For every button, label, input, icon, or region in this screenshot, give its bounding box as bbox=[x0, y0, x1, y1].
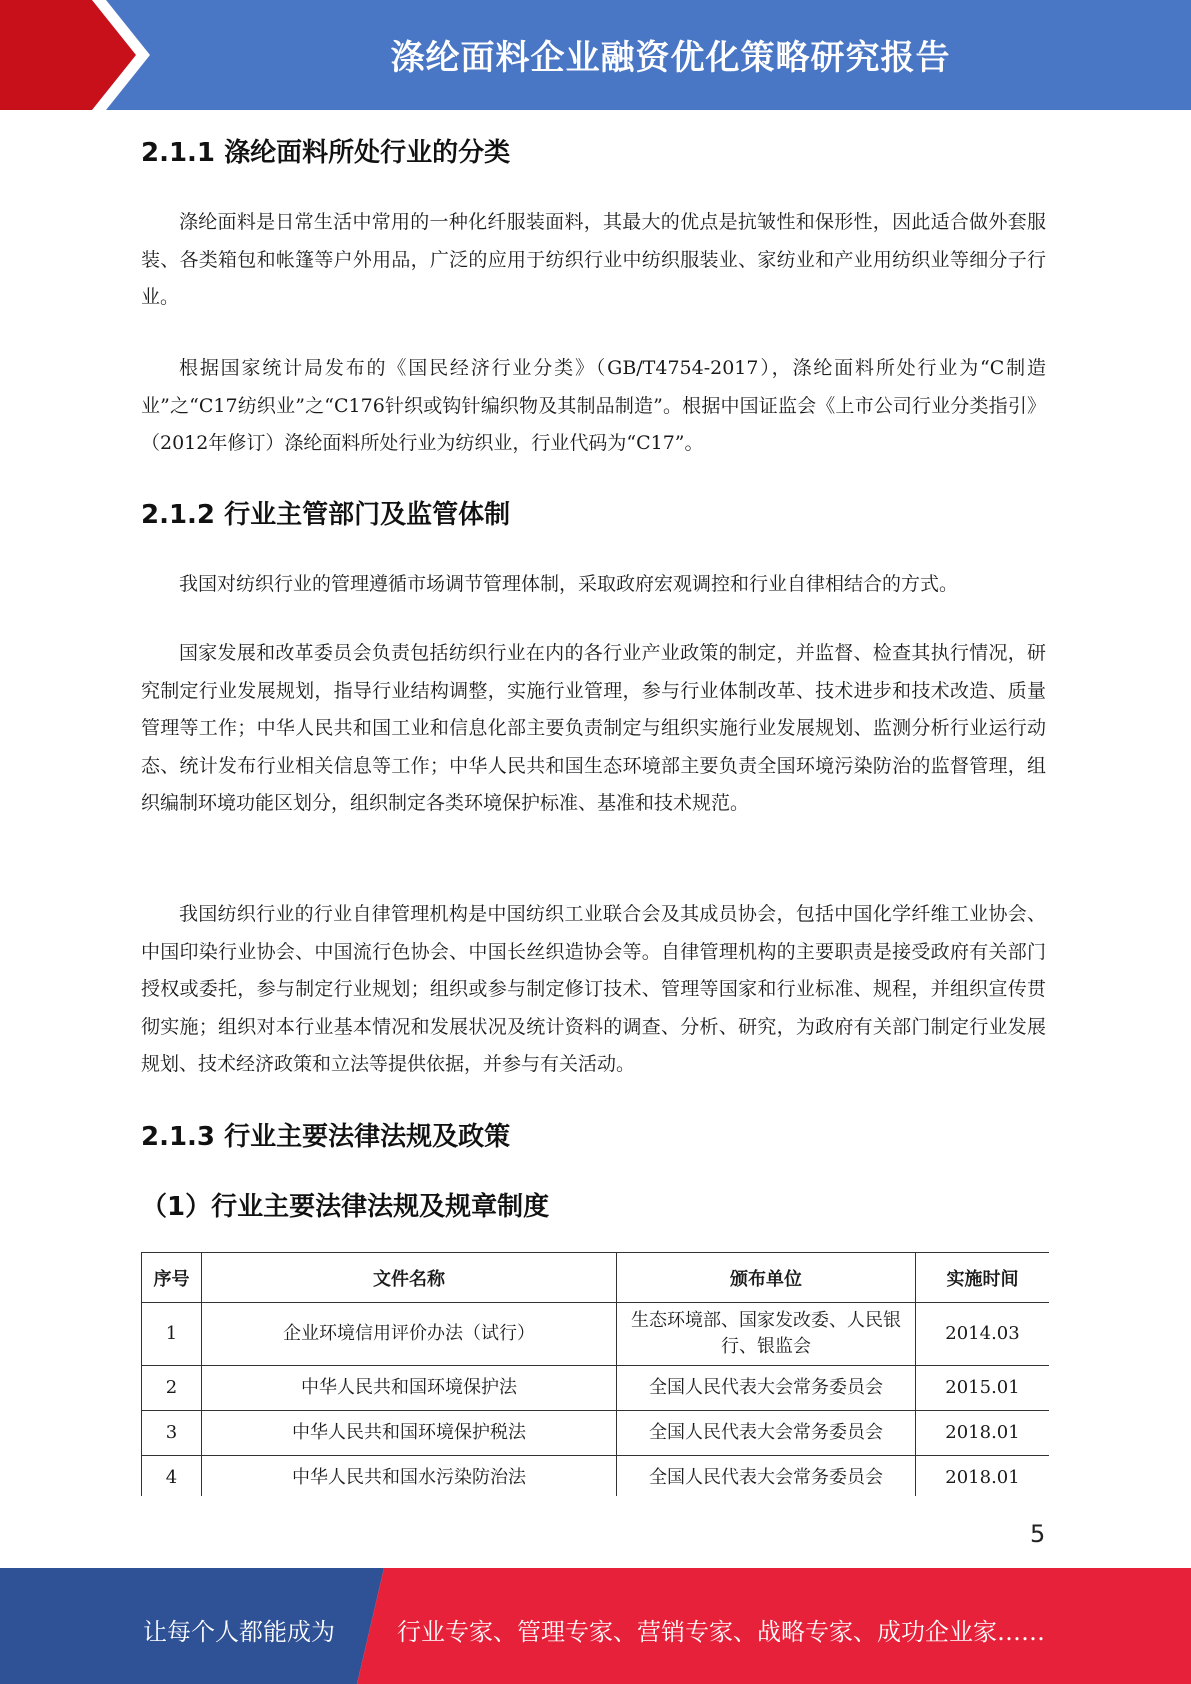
table-row bbox=[142, 1366, 1050, 1411]
section-heading-2-1-3: 2.1.3 行业主要法律法规及政策 bbox=[141, 1122, 511, 1152]
table-cell: 生态环境部、国家发改委、人民银行、银监会 bbox=[617, 1303, 916, 1366]
table-row bbox=[142, 1303, 1050, 1366]
table-cell: 企业环境信用评价办法（试行） bbox=[202, 1303, 617, 1366]
page-header bbox=[0, 0, 1191, 110]
table-cell: 2 bbox=[142, 1366, 202, 1411]
table-cell: 1 bbox=[142, 1303, 202, 1366]
table-cell: 全国人民代表大会常务委员会 bbox=[617, 1366, 916, 1411]
table-row bbox=[142, 1456, 1050, 1497]
table-cell: 全国人民代表大会常务委员会 bbox=[617, 1411, 916, 1456]
report-title: 涤纶面料企业融资优化策略研究报告 bbox=[390, 38, 951, 78]
page-footer bbox=[0, 1568, 1191, 1684]
paragraph: 涤纶面料是日常生活中常用的一种化纤服装面料，其最大的优点是抗皱性和保形性，因此适合做外套服装、各类箱包和帐篷等户外用品，广泛的应用于纺织行业中纺织服装业、家纺业和产业用纺织业等细分子行业。 bbox=[141, 211, 1046, 308]
column-header: 序号 bbox=[142, 1253, 202, 1303]
paragraph: 我国纺织行业的行业自律管理机构是中国纺织工业联合会及其成员协会，包括中国化学纤维工业协会、中国印染行业协会、中国流行色协会、中国长丝织造协会等。自律管理机构的主要职责是接受政府有关部门授权或委托，参与制定行业规划；组织或参与制定修订技术、管理等国家和行业标准、规程，并组织宣传贯彻实施；组织对本行业基本情况和发展状况及统计资料的调查、分析、研究，为政府有关部门制定行业发展规划、技术经济政策和立法等提供依据，并参与有关活动。 bbox=[141, 903, 1046, 1075]
column-header: 实施时间 bbox=[916, 1253, 1050, 1303]
table-cell: 2014.03 bbox=[916, 1303, 1050, 1366]
table-cell: 2018.01 bbox=[916, 1456, 1050, 1497]
table-cell: 中华人民共和国环境保护法 bbox=[202, 1366, 617, 1411]
table-cell: 全国人民代表大会常务委员会 bbox=[617, 1456, 916, 1497]
footer-slogan-right: 行业专家、管理专家、营销专家、战略专家、成功企业家…… bbox=[397, 1618, 1045, 1646]
page-number: 5 bbox=[1030, 1520, 1046, 1548]
regulations-table bbox=[141, 1252, 1049, 1496]
table-header-row bbox=[142, 1253, 1050, 1303]
table-cell: 中华人民共和国水污染防治法 bbox=[202, 1456, 617, 1497]
paragraph: 根据国家统计局发布的《国民经济行业分类》（GB/T4754-2017），涤纶面料所处行业为“C制造业”之“C17纺织业”之“C176针织或钩针编织物及其制品制造”。根据中国证监会《上市公司行业分类指引》（2012年修订）涤纶面料所处行业为纺织业，行业代码为“C17”。 bbox=[141, 357, 1046, 454]
table-cell: 2018.01 bbox=[916, 1411, 1050, 1456]
table-cell: 3 bbox=[142, 1411, 202, 1456]
paragraph: 国家发展和改革委员会负责包括纺织行业在内的各行业产业政策的制定，并监督、检查其执行情况，研究制定行业发展规划，指导行业结构调整，实施行业管理，参与行业体制改革、技术进步和技术改造、质量管理等工作；中华人民共和国工业和信息化部主要负责制定与组织实施行业发展规划、监测分析行业运行动态、统计发布行业相关信息等工作；中华人民共和国生态环境部主要负责全国环境污染防治的监督管理，组织编制环境功能区划分，组织制定各类环境保护标准、基准和技术规范。 bbox=[141, 642, 1046, 814]
table-row bbox=[142, 1411, 1050, 1456]
section-heading-2-1-2: 2.1.2 行业主管部门及监管体制 bbox=[141, 500, 511, 530]
column-header: 颁布单位 bbox=[617, 1253, 916, 1303]
paragraph: 我国对纺织行业的管理遵循市场调节管理体制，采取政府宏观调控和行业自律相结合的方式。 bbox=[179, 573, 959, 595]
table-cell: 2015.01 bbox=[916, 1366, 1050, 1411]
section-heading-2-1-1: 2.1.1 涤纶面料所处行业的分类 bbox=[141, 138, 511, 168]
table-cell: 4 bbox=[142, 1456, 202, 1497]
footer-slogan-left: 让每个人都能成为 bbox=[143, 1618, 335, 1646]
table-cell: 中华人民共和国环境保护税法 bbox=[202, 1411, 617, 1456]
subsection-heading: （1）行业主要法律法规及规章制度 bbox=[141, 1192, 550, 1222]
column-header: 文件名称 bbox=[202, 1253, 617, 1303]
